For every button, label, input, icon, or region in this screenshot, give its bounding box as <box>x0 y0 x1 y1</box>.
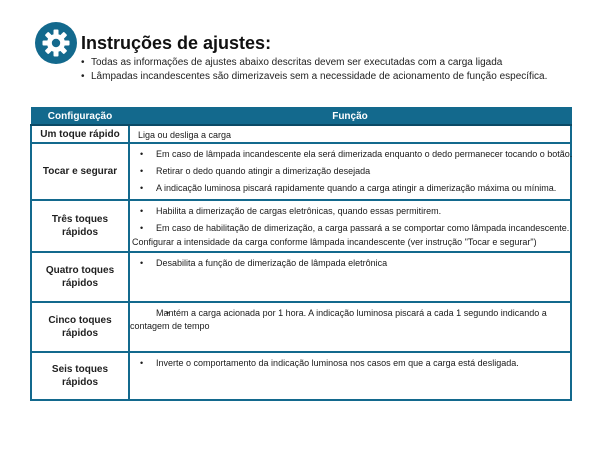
table-row <box>31 252 571 302</box>
gear-icon <box>35 22 77 64</box>
config-cell: Quatro toques rápidos <box>31 252 129 302</box>
instructions-header <box>35 22 575 92</box>
table-row <box>31 125 571 143</box>
config-cell: Tocar e segurar <box>31 143 129 200</box>
config-cell: Três toques rápidos <box>31 200 129 252</box>
table-header-row <box>31 108 571 126</box>
function-bullet: • Habilita a dimerização de cargas eletrônicas, quando essas permitirem. <box>130 205 570 218</box>
column-header-config: Configuração <box>31 108 129 126</box>
settings-table <box>30 107 572 401</box>
function-bullet: • Mantém a carga acionada por 1 hora. A indicação luminosa piscará a cada 1 segundo indicando a contagem de tempo <box>130 307 570 333</box>
table-row <box>31 302 571 352</box>
page-title: Instruções de ajustes: <box>81 33 272 53</box>
column-header-function: Função <box>129 108 571 126</box>
table-row <box>31 143 571 200</box>
function-cell <box>129 125 571 143</box>
function-cell <box>129 352 571 400</box>
config-cell: Cinco toques rápidos <box>31 302 129 352</box>
function-cell <box>129 252 571 302</box>
note-item: • Lâmpadas incandescentes são dimerizaveis sem a necessidade de acionamento de função específica. <box>81 70 547 84</box>
table-row <box>31 352 571 400</box>
function-bullet: • Em caso de habilitação de dimerização, a carga passará a se comportar como lâmpada incandescente. <box>130 222 570 235</box>
note-item: • Todas as informações de ajustes abaixo descritas devem ser executadas com a carga ligada <box>81 56 547 70</box>
function-continuation: Configurar a intensidade da carga conforme lâmpada incandescente (ver instrução "Tocar e segurar") <box>132 237 537 247</box>
function-bullet: • Desabilita a função de dimerização de lâmpada eletrônica <box>130 257 570 270</box>
config-cell: Um toque rápido <box>31 125 129 143</box>
function-bullet: • Retirar o dedo quando atingir a dimerização desejada <box>130 165 570 178</box>
function-bullet: • A indicação luminosa piscará rapidamente quando a carga atingir a dimerização máxima ou mínima. <box>130 182 570 195</box>
config-cell: Seis toques rápidos <box>31 352 129 400</box>
function-cell <box>129 302 571 352</box>
function-text: Liga ou desliga a carga <box>138 130 232 140</box>
table-row <box>31 200 571 252</box>
function-cell <box>129 143 571 200</box>
function-bullet: • Inverte o comportamento da indicação luminosa nos casos em que a carga está desligada. <box>130 357 570 370</box>
function-cell <box>129 200 571 252</box>
function-bullet: • Em caso de lâmpada incandescente ela será dimerizada enquanto o dedo permanecer tocando o botão. <box>130 148 570 161</box>
notes-list <box>81 56 547 84</box>
